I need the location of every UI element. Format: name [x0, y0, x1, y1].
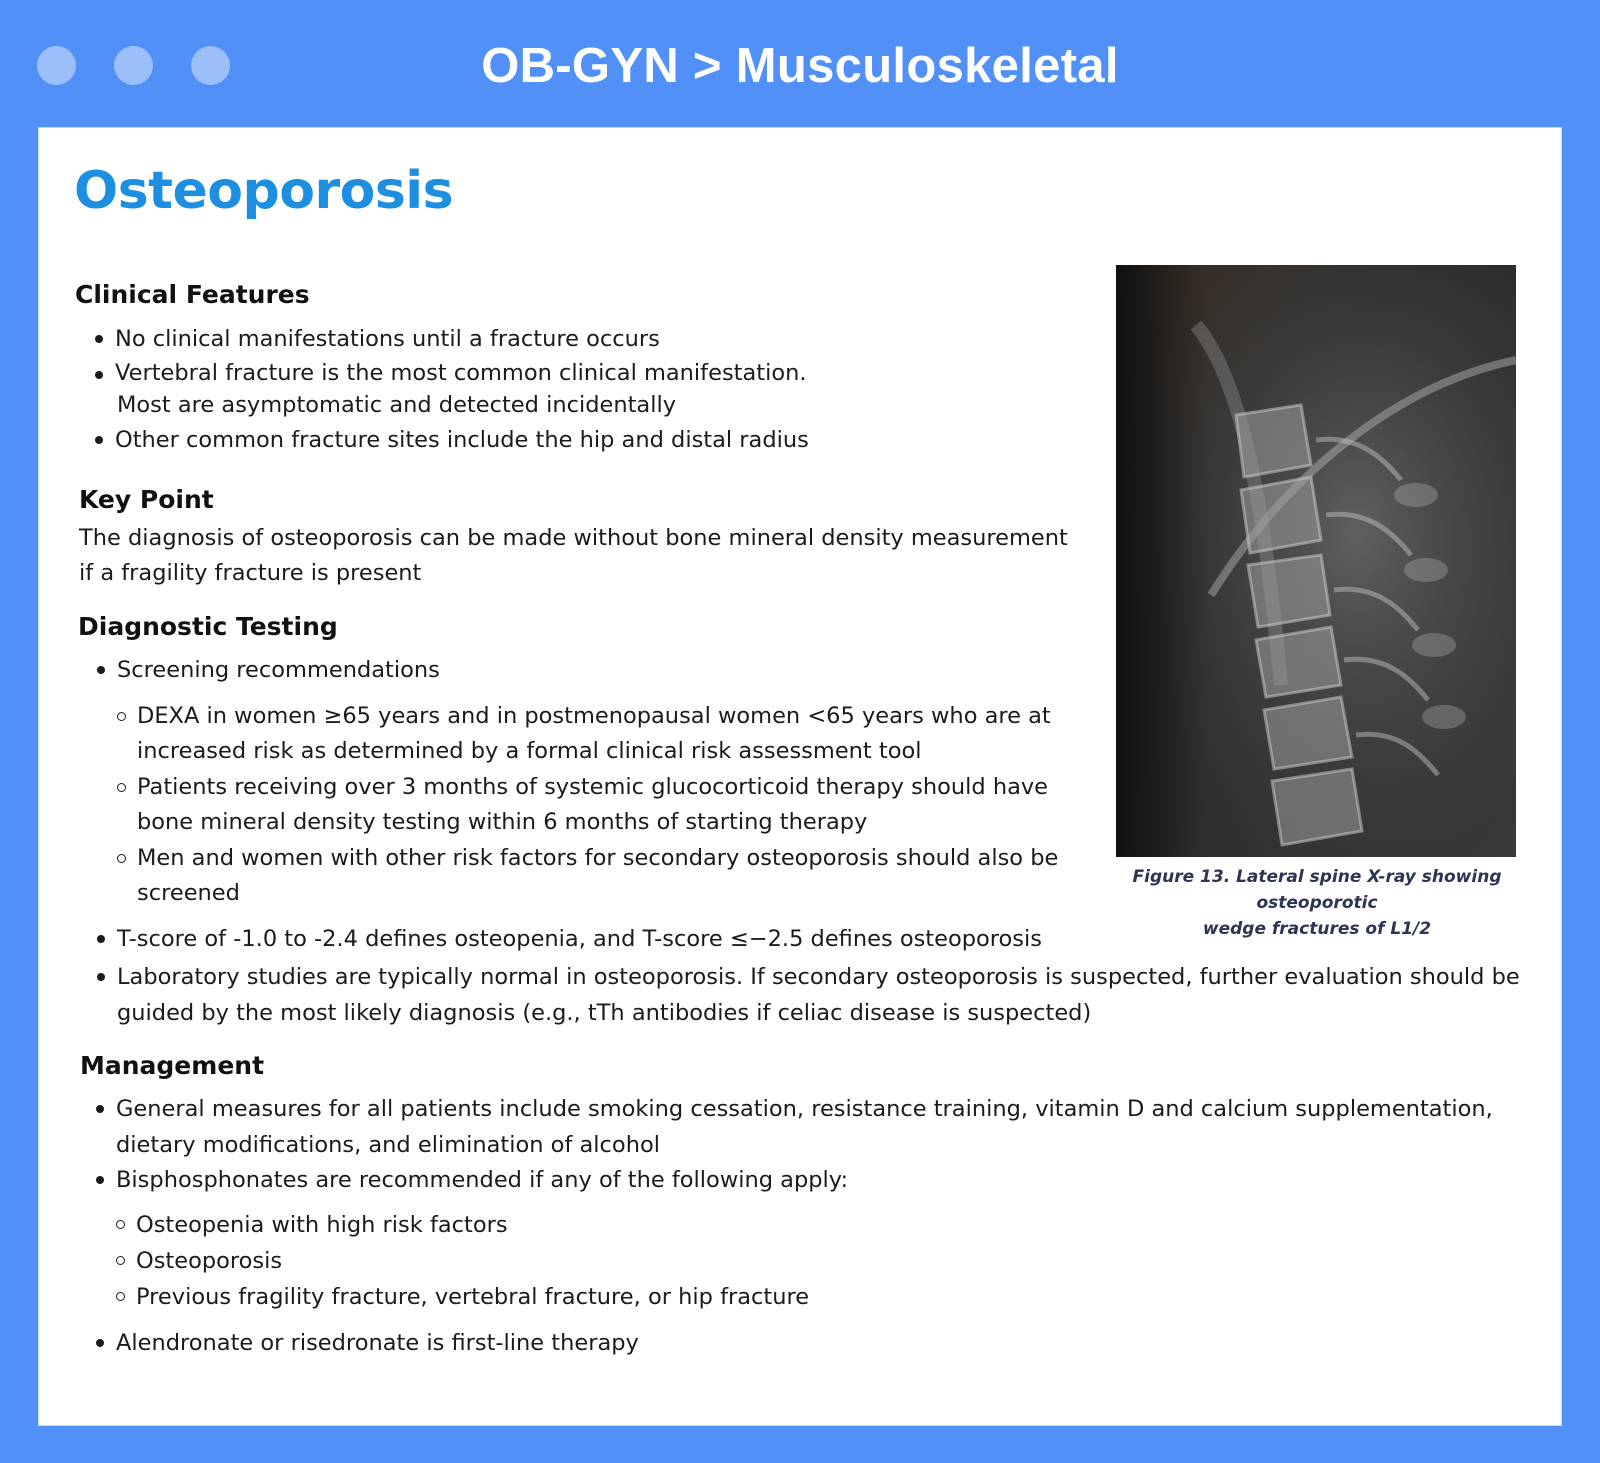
- bullet-icon: [95, 371, 103, 379]
- bullet-icon: [97, 973, 105, 981]
- management-heading: Management: [80, 1051, 265, 1080]
- bullet-icon: [96, 1339, 104, 1347]
- content-panel: [38, 127, 1562, 1426]
- list-item: Alendronate or risedronate is first-line therapy: [96, 1325, 639, 1361]
- list-item: Other common fracture sites include the hip and distal radius: [95, 422, 809, 458]
- sub-list-item: Men and women with other risk factors for secondary osteoporosis should also be screened: [117, 841, 1058, 911]
- bullet-icon: [97, 666, 105, 674]
- sub-list-item: Osteopenia with high risk factors: [116, 1207, 508, 1243]
- window-titlebar: [0, 0, 1600, 127]
- sub-list-item: Previous fragility fracture, vertebral fracture, or hip fracture: [116, 1279, 809, 1315]
- key-point-heading: Key Point: [79, 485, 214, 514]
- key-point-line-2: if a fragility fracture is present: [79, 560, 422, 586]
- list-item: General measures for all patients include smoking cessation, resistance training, vitamin D and calcium supplementation, dietary modifications, and elimination of alcohol: [96, 1091, 1493, 1163]
- list-item: Screening recommendations: [97, 652, 440, 688]
- circle-bullet-icon: [117, 783, 126, 792]
- diagnostic-testing-heading: Diagnostic Testing: [78, 612, 338, 641]
- list-item: Laboratory studies are typically normal in osteoporosis. If secondary osteoporosis is suspected, further evaluation should be guided by the most likely diagnosis (e.g., tTh antibodies if celiac disease is suspected): [97, 959, 1520, 1031]
- figure-caption: [1077, 864, 1557, 942]
- circle-bullet-icon: [116, 1220, 125, 1229]
- sub-list-item: Osteoporosis: [116, 1243, 282, 1279]
- sub-list-item: Patients receiving over 3 months of systemic glucocorticoid therapy should have bone mineral density testing within 6 months of starting therapy: [117, 770, 1048, 840]
- circle-bullet-icon: [116, 1256, 125, 1265]
- spine-xray-image: [1116, 265, 1516, 857]
- xray-drawing: [1116, 265, 1516, 857]
- list-item: T-score of -1.0 to -2.4 defines osteopenia, and T-score ≤−2.5 defines osteoporosis: [97, 921, 1042, 957]
- list-item: No clinical manifestations until a fracture occurs: [95, 321, 660, 357]
- window-title: OB-GYN > Musculoskeletal: [481, 39, 1119, 93]
- page-title: Osteoporosis: [74, 161, 454, 221]
- circle-bullet-icon: [116, 1292, 125, 1301]
- key-point-line-1: The diagnosis of osteoporosis can be made without bone mineral density measurement: [79, 525, 1068, 551]
- bullet-icon: [96, 1176, 104, 1184]
- bullet-icon: [96, 1105, 104, 1113]
- circle-bullet-icon: [117, 712, 126, 721]
- bullet-icon: [95, 436, 103, 444]
- bullet-icon: [95, 335, 103, 343]
- figure-caption-line-1: Figure 13. Lateral spine X-ray showing osteoporotic: [1132, 867, 1502, 913]
- list-item: Vertebral fracture is the most common clinical manifestation. Most are asymptomatic and detected incidentally: [95, 357, 807, 421]
- figure-caption-line-2: wedge fractures of L1/2: [1202, 919, 1432, 939]
- list-item: Bisphosphonates are recommended if any of the following apply:: [96, 1162, 848, 1198]
- bullet-icon: [97, 935, 105, 943]
- clinical-features-heading: Clinical Features: [75, 280, 310, 309]
- sub-list-item: DEXA in women ≥65 years and in postmenopausal women <65 years who are at increased risk as determined by a formal clinical risk assessment tool: [117, 699, 1051, 769]
- circle-bullet-icon: [117, 854, 126, 863]
